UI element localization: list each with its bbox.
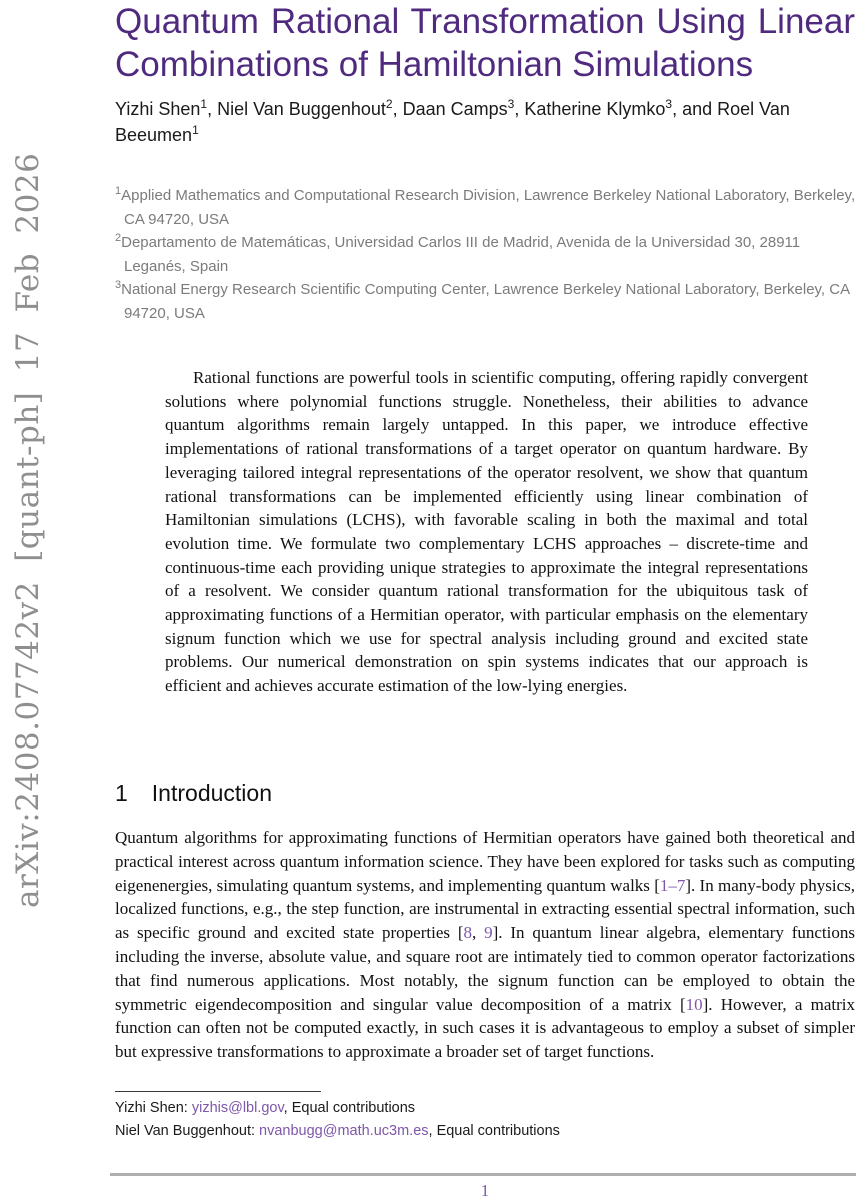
citation-link[interactable]: 8 [463,923,473,943]
author-separator: , [392,99,403,119]
affiliation-text: Departamento de Matemáticas, Universidad Carlos III de Madrid, Avenida de la Universidad 30, 28911 Leganés, Spain [121,234,801,275]
text-run: ]. In quantum linear algebra, elementary functions including the inverse, absolute value, and square root are intimately tied to common operator factorizations that find numerous applications. Most notably, the signum function can be employed to obtain the symmetric eigendecomposition and singular value decomposition of a matrix [ [115,923,855,1014]
text-run: ]. In many-body physics, localized functions, e.g., the step function, are instrumental in extracting essential spectral information, such as specific ground and excited state properties [ [115,875,855,943]
affiliation-item [115,231,856,278]
affiliation-mark: 3 [115,279,122,291]
author-name: Daan Camps [402,99,508,119]
email-link[interactable]: yizhis@lbl.gov [191,1100,284,1116]
affiliation-text: Applied Mathematics and Computational Research Division, Lawrence Berkeley National Laboratory, Berkeley, CA 94720, USA [121,187,856,228]
footer-rule [110,1173,856,1176]
abstract-text: Rational functions are powerful tools in scientific computing, offering rapidly convergent solutions where polynomial functions struggle. Nonetheless, their abilities to advance quantum algorithms remain largely untapped. In this paper, we introduce effective implementations of rational transformations of a target operator on quantum hardware. By leveraging tailored integral representations of the operator resolvent, we show that quantum rational transformations can be implemented efficiently using linear combination of Hamiltonian simulations (LCHS), with favorable scaling in both the maximal and total evolution time. We formulate two complementary LCHS approaches – discrete-time and continuous-time each providing unique strategies to approximate the integral representations of a resolvent. We consider quantum rational transformation for the ubiquitous task of approximating functions of a Hermitian operator, with particular emphasis on the elementary signum function which we use for spectral analysis including ground and excited state problems. Our numerical demonstration on spin systems indicates that our approach is efficient and achieves accurate estimation of the low-lying energies. [165,368,808,696]
text-run: ]. However, a matrix function can often not be computed exactly, in such cases it is advantageous to employ a subset of simpler but expressive transformations to approximate a broader set of target functions. [115,994,855,1062]
text-run: , [472,923,485,943]
author-list [115,96,855,148]
footnote-suffix: , Equal contributions [428,1123,560,1139]
citation-link[interactable]: 10 [685,994,703,1014]
footnote-item [115,1120,855,1143]
citation-link[interactable]: 1–7 [659,875,686,895]
affiliation-mark: 1 [115,185,122,197]
email-link[interactable]: nvanbugg@math.uc3m.es [259,1123,429,1139]
page-number: 1 [480,1181,490,1200]
author-affiliation-mark: 1 [200,97,208,111]
affiliation-text: National Energy Research Scientific Computing Center, Lawrence Berkeley National Laboratory, Berkeley, CA 94720, USA [121,281,850,322]
affiliation-item [115,184,856,231]
author-affiliation-mark: 2 [385,97,393,111]
intro-paragraph [115,826,855,1064]
section-heading [115,779,855,807]
section-number: 1 [115,780,128,806]
footnotes-block [115,1091,855,1143]
affiliation-list [115,184,856,325]
title-line-1: Quantum Rational Transformation Using Linear [115,2,855,41]
author-name: Katherine Klymko [524,99,666,119]
affiliation-mark: 2 [115,232,122,244]
footnote-item [115,1097,855,1120]
author-affiliation-mark: 3 [507,97,515,111]
arxiv-stamp: arXiv:2408.07742v2 [quant-ph] 17 Feb 2026 [10,152,46,908]
author-affiliation-mark: 3 [665,97,673,111]
author-name: Yizhi Shen [115,99,201,119]
footnote-suffix: , Equal contributions [283,1100,416,1116]
footnote-list [115,1097,855,1143]
author-separator: , [514,99,525,119]
footnote-label: Yizhi Shen: [115,1100,192,1116]
paper-title [115,0,855,86]
footnote-label: Niel Van Buggenhout: [115,1123,260,1139]
author-separator: , and [672,99,718,119]
author-name: Roel Van Beeumen [115,99,790,145]
author-affiliation-mark: 1 [192,123,199,137]
text-run: Quantum algorithms for approximating functions of Hermitian operators have gained both theoretical and practical interest across quantum information science. They have been explored for tasks such as computing eigenenergies, simulating quantum systems, and implementing quantum walks [ [115,828,855,895]
affiliation-item [115,278,856,325]
author-name: Niel Van Buggenhout [217,99,386,119]
author-separator: , [207,99,218,119]
title-line-2: Combinations of Hamiltonian Simulations [115,45,754,84]
paper-content [115,0,855,1200]
footnote-rule [115,1091,321,1092]
section-title: Introduction [151,780,272,806]
citation-link[interactable]: 9 [484,923,493,943]
